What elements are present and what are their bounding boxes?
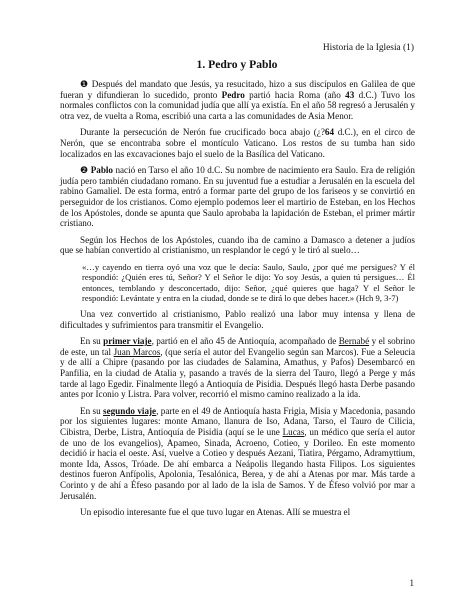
name-lucas: Lucas bbox=[282, 427, 305, 438]
paragraph-second-journey: En su segundo viaje, parte en el 49 de Antioquía hasta Frigia, Misia y Macedonia, pasando por los siguientes lugares: monte Amano, llanura de Iso, Adana, Tarso, el Tauro de Cilicia, Cibistra, Derbe, Listra, Antioquía de Pisidia (aquí se le une Lucas, un médico que sería el autor de uno de los evangelios), Apameo, Sinada, Acroeno, Cotieo, y Dorileo. En este momento decidió ir hacia el oeste. Así, vuelve a Cotieo y después Aezani, Tiatira, Pérgamo, Adramyttium, monte Ida, Assos, Tróade. De ahí embarca a Neápolis llegando hasta Filipos. Los siguientes destinos fueron Anfípolis, Apolonia, Tesalónica, Berea, y de ahí a Atenas por mar. Más tarde a Corinto y de ahí a Éfeso pasando por al lado de la isla de Samos. Y de Éfeso volvió por mar a Jerusalén. bbox=[60, 405, 416, 501]
paragraph-atenas: Un episodio interesante fue el que tuvo lugar en Atenas. Allí se muestra el bbox=[80, 507, 351, 518]
name-juan-marcos: Juan Marcos bbox=[113, 346, 161, 357]
number-one-marker-icon: ❶ bbox=[80, 79, 89, 89]
paragraph-damasco: Según los Hechos de los Apóstoles, cuando iba de camino a Damasco a detener a judíos que se habían convertido al cristianismo, un resplandor le cegó y le tiró al suelo… bbox=[60, 234, 415, 256]
first-journey-label: primer viaje bbox=[103, 336, 152, 347]
paragraph-conversion: Una vez convertido al cristianismo, Pablo realizó una labor muy intensa y llena de dificultades y sufrimientos para transmitir el Evangelio. bbox=[60, 309, 415, 330]
paragraph-pedro-2: Durante la persecución de Nerón fue crucificado boca abajo (¿?64 d.C.), en el circo de Nerón, que se encontraba sobre el montículo Vaticano. Los restos de su tumba han sido localizados en las excavaciones bajo el suelo de la Basílica del Vaticano. bbox=[60, 127, 415, 159]
paragraph-first-journey: En su primer viaje, partió en el año 45 de Antioquía, acompañado de Bernabé y el sobrino de este, un tal Juan Marcos, (que sería el autor del Evangelio según san Marcos). Fue a Seleucia y de allí a Chipre (pasando por las ciudades de Salamina, Amathus, y Pafos) Desembarcó en Panfilia, en la ciudad de Atalia y, pasando a través de la sierra del Tauro, llegó a Perge y más tarde al lago Egedir. Finalmente llegó a Antioquía de Pisidia. Después llegó hasta Derbe pasando antes por Iconio y Listra. Para volver, recorrió el mismo camino realizado a la ida. bbox=[60, 336, 416, 400]
paragraph-pablo-1: ❷ Pablo nació en Tarso el año 10 d.C. Su nombre de nacimiento era Saulo. Era de religión judía pero también ciudadano romano. En su juventud fue a estudiar a Jerusalén en la escuela del rabino Gamaliel. De esta forma, entró a formar parte del grupo de los fariseos y se convirtió en perseguidor de los cristianos. Como ejemplo podemos leer el martirio de Esteban, en los Hechos de los Apóstoles, donde se apunta que Saulo aprobaba la lapidación de Esteban, el primer mártir cristiano. bbox=[60, 165, 415, 229]
name-pedro: Pedro bbox=[221, 89, 245, 100]
section-title: 1. Pedro y Pablo bbox=[196, 58, 278, 71]
number-two-marker-icon: ❷ bbox=[80, 165, 89, 176]
running-header: Historia de la Iglesia (1) bbox=[322, 43, 414, 53]
year-64: 64 bbox=[324, 127, 335, 138]
page-number: 1 bbox=[409, 578, 414, 588]
name-pablo: Pablo bbox=[90, 165, 113, 176]
block-quote: «…y cayendo en tierra oyó una voz que le decía: Saulo, Saulo, ¿por qué me persigues? Y él respondió: ¿Quién eres tú, Señor? Y el Señor le dijo: Yo soy Jesús, a quien tú persigues… Él entonces, temblando y desconcertado, dijo: Señor, ¿qué quieres que haga? Y el Señor le respondió: Levántate y entra en la ciudad, donde se te dirá lo que debes hacer.» (Hch 9, 3-7) bbox=[82, 261, 415, 303]
second-journey-label: segundo viaje bbox=[103, 405, 157, 416]
paragraph-pedro-1: ❶ Después del mandato que Jesús, ya resucitado, hizo a sus discípulos en Galilea de que fueran y difundieran lo sucedido, pronto Pedro partió hacia Roma (año 43 d.C.) Tuvo los normales conflictos con la comunidad judía que allí ya existía. En el año 58 regresó a Jerusalén y otra vez, de vuelta a Roma, escribió una carta a las comunidades de Asia Menor. bbox=[60, 79, 416, 121]
year-43: 43 bbox=[345, 89, 355, 100]
name-bernabe: Bernabé bbox=[338, 336, 370, 347]
document-body bbox=[60, 79, 415, 524]
